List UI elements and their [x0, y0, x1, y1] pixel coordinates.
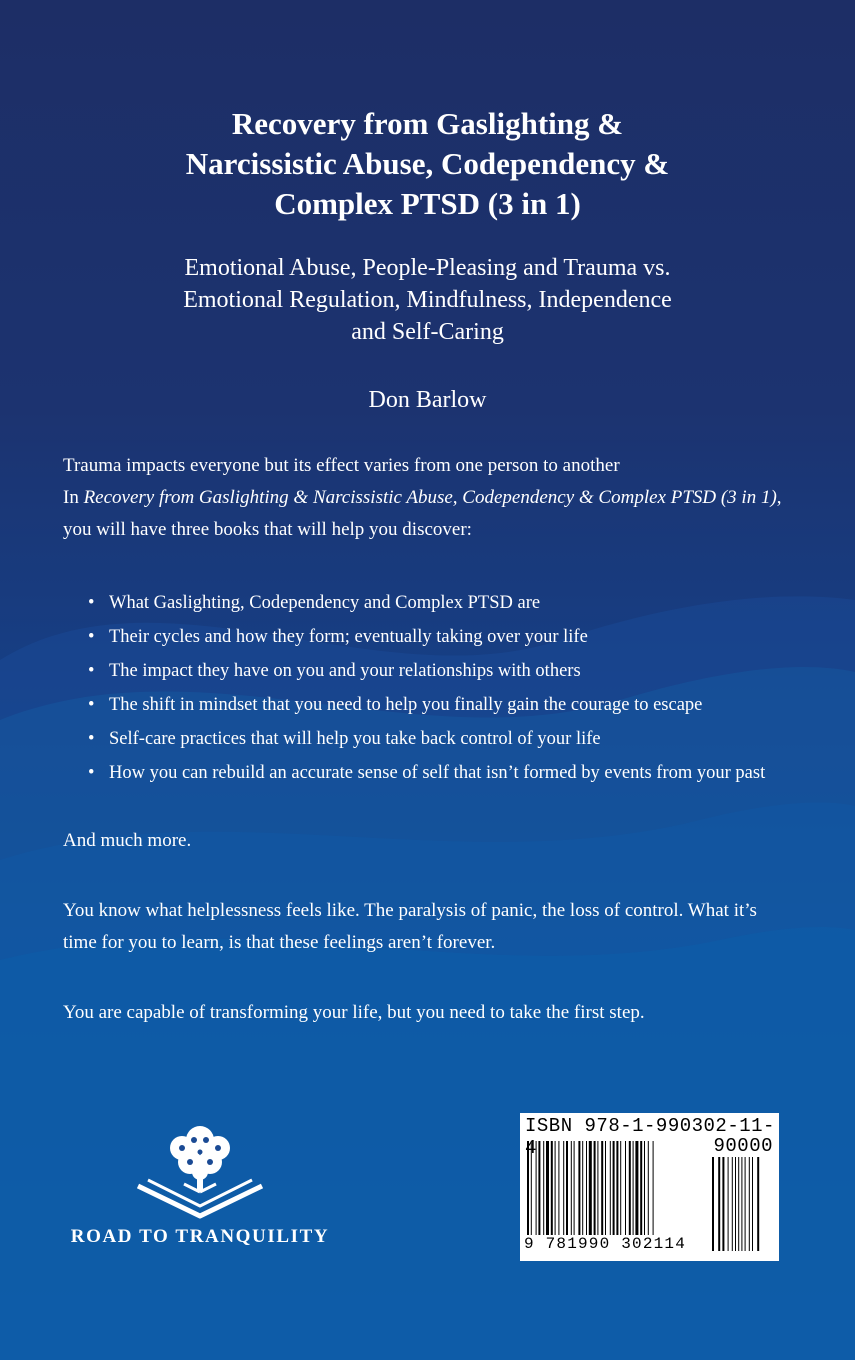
- addon-bar: [722, 1157, 724, 1251]
- capable-paragraph: You are capable of transforming your life, but you need to take the first step.: [63, 1002, 645, 1023]
- tree-book-icon: [134, 1118, 266, 1222]
- addon-bar: [718, 1157, 720, 1251]
- intro-paragraph: [63, 450, 783, 546]
- ean-digits: 9 781990 302114: [524, 1235, 687, 1253]
- price-code: 90000: [713, 1135, 773, 1157]
- title-line: Complex PTSD (3 in 1): [274, 186, 581, 221]
- isbn-barcode: [520, 1113, 779, 1261]
- isbn-label: ISBN 978-1-990302-11-4: [525, 1115, 775, 1159]
- intro-book-title: Recovery from Gaslighting & Narcissistic Abuse, Codependency & Complex PTSD (3 in 1): [83, 487, 777, 508]
- addon-bar: [732, 1157, 733, 1251]
- subtitle-line: Emotional Regulation, Mindfulness, Independence: [183, 287, 672, 313]
- intro-sentence: [63, 482, 783, 546]
- intro-line: Trauma impacts everyone but its effect varies from one person to another: [63, 455, 620, 476]
- title-line: Narcissistic Abuse, Codependency &: [185, 146, 670, 181]
- list-item: • How you can rebuild an accurate sense of self that isn’t formed by events from your past: [88, 756, 788, 790]
- addon-bar: [752, 1157, 753, 1251]
- title-line: Recovery from Gaslighting &: [231, 106, 624, 141]
- addon-bar: [728, 1157, 729, 1251]
- addon-bar: [712, 1157, 714, 1251]
- subtitle-line: Emotional Abuse, People-Pleasing and Trauma vs.: [184, 255, 671, 281]
- list-item: • The shift in mindset that you need to help you finally gain the courage to escape: [88, 688, 788, 722]
- book-title: [0, 104, 855, 224]
- addon-bar: [757, 1157, 759, 1251]
- list-item: • Self-care practices that will help you take back control of your life: [88, 722, 788, 756]
- addon-bar: [735, 1157, 736, 1251]
- publisher-name: ROAD TO TRANQUILITY: [70, 1226, 330, 1247]
- addon-bar: [745, 1157, 746, 1251]
- helplessness-paragraph: You know what helplessness feels like. The paralysis of panic, the loss of control. What it’s time for you to learn, is that these feelings aren’t forever.: [63, 900, 757, 953]
- and-more-text: And much more.: [63, 830, 192, 851]
- subtitle-line: and Self-Caring: [351, 319, 504, 345]
- addon-bar: [738, 1157, 739, 1251]
- author-name: Don Barlow: [368, 387, 487, 413]
- book-subtitle: [0, 252, 855, 348]
- addon-bar: [741, 1157, 742, 1251]
- intro-lead: In: [63, 487, 84, 508]
- intro-tail: , you will have three books that will help you discover:: [63, 487, 782, 540]
- publisher-logo: [60, 1118, 340, 1258]
- list-item: • Their cycles and how they form; eventually taking over your life: [88, 620, 788, 654]
- addon-bar: [749, 1157, 750, 1251]
- feature-list: [88, 586, 788, 790]
- list-item: • What Gaslighting, Codependency and Complex PTSD are: [88, 586, 788, 620]
- list-item: • The impact they have on you and your relationships with others: [88, 654, 788, 688]
